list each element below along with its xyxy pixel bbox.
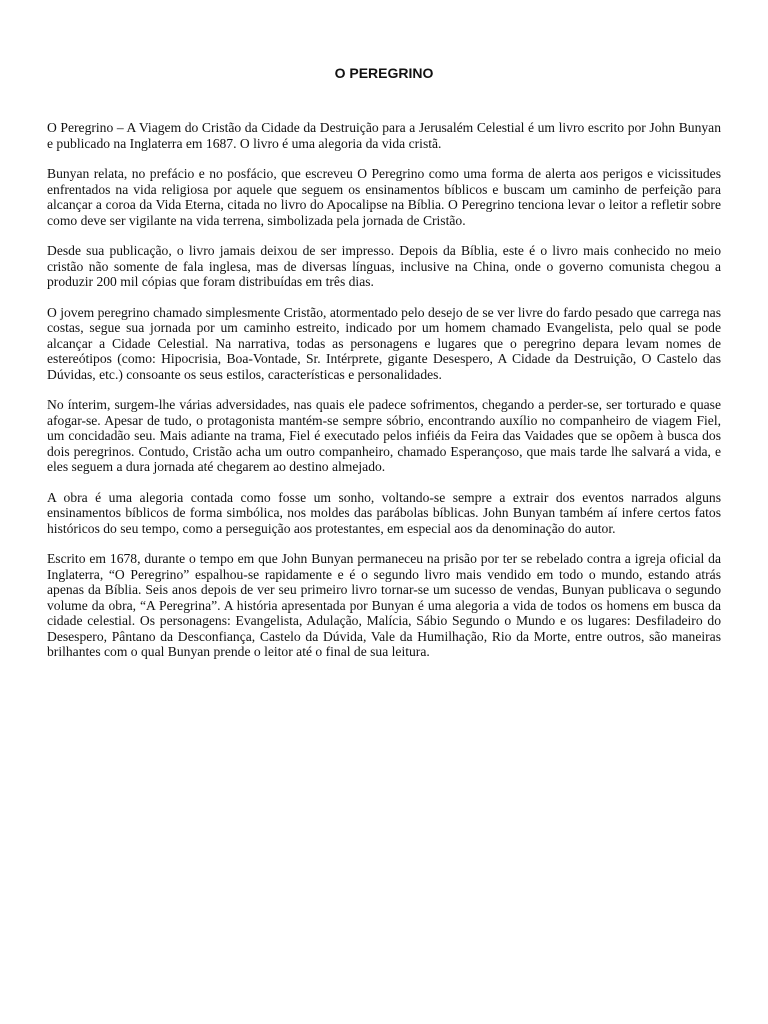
paragraph-interim: No ínterim, surgem-lhe várias adversidades, nas quais ele padece sofrimentos, chegando a perder-se, ser torturado e quase afogar-se. Apesar de tudo, o protagonista mantém-se sempre sóbrio, encontrando auxílio no companheiro de viagem Fiel, um concidadão seu. Mais adiante na trama, Fiel é executado pelos infiéis da Feira das Vaidades que se opõem à busca dos dois peregrinos. Contudo, Cristão acha um outro companheiro, chamado Esperançoso, que mais tarde lhe salvará a vida, e eles seguem a dura jornada até chegarem ao destino almejado.: [47, 397, 721, 474]
paragraph-intro: O Peregrino – A Viagem do Cristão da Cidade da Destruição para a Jerusalém Celestial é um livro escrito por John Bunyan e publicado na Inglaterra em 1687. O livro é uma alegoria da vida cristã.: [47, 120, 721, 151]
paragraph-alegoria: A obra é uma alegoria contada como fosse um sonho, voltando-se sempre a extrair dos eventos narrados alguns ensinamentos bíblicos de forma simbólica, nos moldes das parábolas bíblicas. John Bunyan também aí infere certos fatos históricos do seu tempo, como a perseguição aos protestantes, em especial aos da denominação do autor.: [47, 489, 721, 536]
document-title: O PEREGRINO: [334, 65, 434, 81]
document-body: [47, 120, 721, 660]
paragraph-jovem-peregrino: O jovem peregrino chamado simplesmente Cristão, atormentado pelo desejo de se ver livre do fardo pesado que carrega nas costas, segue sua jornada por um caminho estreito, indicado por um homem chamado Evangelista, pelo qual se pode alcançar a Cidade Celestial. Na narrativa, todas as personagens e lugares que o peregrino depara levam nomes de estereótipos (como: Hipocrisia, Boa-Vontade, Sr. Intérprete, gigante Desespero, A Cidade da Destruição, O Castelo das Dúvidas, etc.) consoante os seus estilos, características e personalidades.: [47, 304, 721, 382]
paragraph-escrito-1678: Escrito em 1678, durante o tempo em que John Bunyan permaneceu na prisão por ter se rebelado contra a igreja oficial da Inglaterra, “O Peregrino” espalhou-se rapidamente e é o segundo livro mais vendido em todo o mundo, estando atrás apenas da Bíblia. Seis anos depois de ver seu primeiro livro tornar-se um sucesso de vendas, Bunyan publicava o segundo volume da obra, “A Peregrina”. A história apresentada por Bunyan é uma alegoria a vida de todos os homens em busca da cidade celestial. Os personagens: Evangelista, Adulação, Malícia, Sábio Segundo o Mundo e os lugares: Desfiladeiro do Desespero, Pântano da Desconfiança, Castelo da Dúvida, Vale da Humilhação, Rio da Morte, entre outros, são maneiras brilhantes com o qual Bunyan prende o leitor até o final de sua leitura.: [47, 551, 721, 659]
paragraph-bunyan-relata: Bunyan relata, no prefácio e no posfácio, que escreveu O Peregrino como uma forma de alerta aos perigos e vicissitudes enfrentados na vida religiosa por aquele que seguem os ensinamentos bíblicos e buscam um caminho de perfeição para alcançar a coroa da Vida Eterna, citada no livro do Apocalipse na Bíblia. O Peregrino tenciona levar o leitor a refletir sobre como deve ser vigilante na vida terrena, simbolizada pela jornada de Cristão.: [47, 166, 721, 228]
document-page: [47, 0, 721, 1024]
paragraph-publicacao: Desde sua publicação, o livro jamais deixou de ser impresso. Depois da Bíblia, este é o livro mais conhecido no meio cristão não somente de fala inglesa, mas de diversas línguas, inclusive na China, onde o governo comunista chegou a produzir 200 mil cópias que foram distribuídas em três dias.: [47, 243, 721, 289]
